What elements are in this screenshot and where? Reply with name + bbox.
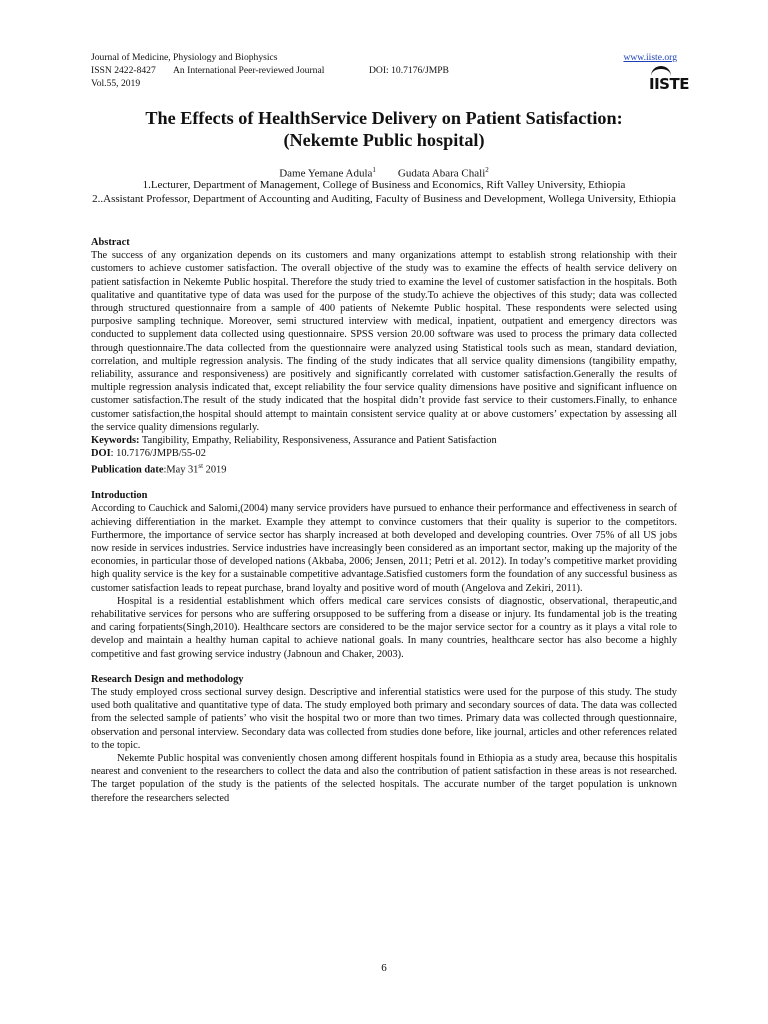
doi-label: DOI — [91, 448, 111, 460]
introduction-paragraph-1: According to Cauchick and Salomi,(2004) many service providers have pursued to enhance their performance and effectiveness in search of achieving differentiation in the market. Example they attempt to convince customers that their quality is superior to the competitors. Furthermore, the importance of service sector has sharply increased at both developed and developing countries. Over 75% of all US jobs now reside in services industries. Service industries have increasingly been considered as an important sector, making up the majority of the economies, in particular those of developed nations (Akbaba, 2006; Jensen, 2011; Petri et al. 2012). In today’s competitive market providing high quality service is the key for a sustainable competitive advantage.Satisfied customers form the foundation of any successful business as customer satisfaction leads to repeat purchase, brand loyalty and positive word of mouth (Angelova and Zekiri, 2011). — [91, 503, 677, 594]
peer-reviewed-label: An International Peer-reviewed Journal — [173, 65, 325, 76]
keywords-line — [91, 434, 677, 447]
research-design-heading: Research Design and methodology — [91, 673, 244, 685]
publication-date-label: Publication date — [91, 464, 164, 476]
keywords-label: Keywords: — [91, 435, 140, 447]
publication-date-suffix: st — [198, 462, 204, 471]
publication-date-line — [91, 460, 677, 477]
logo-text: IISTE — [649, 75, 689, 93]
introduction-paragraph-2: Hospital is a residential establishment which offers medical care services consists of diagnostic, observational, therapeutic,and rehabilitative services for persons who are suffering orsupposed to be suffering from a disease or injury. Its fundamental job is the treating and caring forpatients(Singh,2010). Healthcare sectors are considered to be the major service sector for a country as it plays a vital role to develop and maintain a healthy human capital to achieve national goals. In many countries, healthcare sector has also become a highly competitive and fast growing service industry (Jabnoun and Chaker, 2003). — [91, 595, 677, 660]
journal-doi: DOI: 10.7176/JMPB — [369, 65, 449, 76]
doi-text: : 10.7176/JMPB/55-02 — [110, 448, 206, 460]
issn: ISSN 2422-8427 — [91, 65, 156, 76]
title-line-1: The Effects of HealthService Delivery on Patient Satisfaction: — [145, 108, 623, 128]
abstract-heading: Abstract — [91, 237, 130, 248]
research-design-paragraph-2: Nekemte Public hospital was conveniently chosen among different hospitals found in Ethiopia as a study area, because this hospitalis nearest and convenient to the researchers to collect the data and also the contribution of patient satisfaction in these areas is not researched. The target population of the study is the patients of the selected hospitals. The accurate number of the target population is unknown therefore the researchers selected — [91, 752, 677, 804]
introduction-heading: Introduction — [91, 490, 148, 502]
journal-meta — [91, 64, 677, 77]
doi-line — [91, 447, 677, 460]
author-2: Gudata Abara Chali — [397, 167, 486, 180]
paper-body — [91, 236, 677, 805]
affiliations — [91, 178, 677, 206]
volume: Vol.55, 2019 — [91, 78, 141, 89]
publication-date-text: :May 31 — [163, 464, 199, 476]
publication-date-year: 2019 — [203, 464, 227, 476]
paper-title — [91, 107, 677, 151]
journal-header — [91, 51, 689, 93]
research-design-paragraph-1: The study employed cross sectional survey design. Descriptive and inferential statistics were used for the purpose of this study. The study used both qualitative and quantitative type of data. The study employed both primary and secondary sources of data. The data was collected from the selected sample of patients’ who visit the hospital two or more than two times. Primary data was collected through questionnaire, observation and personal interview. Secondary data was collected from studies done before, like journal, articles and other references related to the topic. — [91, 686, 677, 751]
author-2-affil-marker: 2 — [485, 166, 489, 174]
journal-url-link[interactable]: www.iiste.org — [623, 52, 677, 63]
journal-name: Journal of Medicine, Physiology and Biophysics — [91, 52, 278, 63]
affiliation-2: 2..Assistant Professor, Department of Accounting and Auditing, Faculty of Business and Development, Wollega University, Ethiopia — [92, 193, 676, 206]
keywords-text: Tangibility, Empathy, Reliability, Responsiveness, Assurance and Patient Satisfaction — [139, 435, 497, 447]
author-1-affil-marker: 1 — [372, 166, 376, 174]
page-number: 6 — [381, 962, 387, 974]
iiste-logo — [649, 66, 689, 94]
author-1: Dame Yemane Adula — [279, 167, 373, 180]
title-line-2: (Nekemte Public hospital) — [283, 130, 485, 150]
affiliation-1: 1.Lecturer, Department of Management, College of Business and Economics, Rift Valley University, Ethiopia — [142, 179, 626, 191]
abstract-text: The success of any organization depends on its customers and many organizations attempt to establish strong relationship with their customers to achieve customer satisfaction. The overall objective of the study was to examine the effects of health service delivery on patient satisfaction in Nekemte Public hospital. Therefore the study tried to examine the level of customer satisfaction in the hospitals. Both qualitative and quantitative type of data was used for the purpose of the study.To achieve the objectives of this study; data was collected through structured questionnaire from a sample of 400 patients of Nekemte Public hospital. These respondents were selected using purposive sampling technique. Moreover, semi structured interview with medical, inpatient, outpatient and emergency directors was conducted to supplement data collected using questionnaire. SPSS version 20.00 software was used to process the primary data collected through questionnaire.The data collected from the questionnaire were analyzed using Statistical tools such as mean, standard deviation, correlation, and multiple regression analysis. The finding of the study indicates that all service quality dimensions (tangibility empathy, reliability, assurance and responsiveness) are positively and significantly correlated with customer satisfaction.Generally the results of multiple regression analysis indicated that, except reliability the four service quality dimensions have positive and significant influence on customer satisfaction.The result of the study indicated that the hospital didn’t provide fast service to their customers.Finally, to enhance customer satisfaction,the hospital should attempt to maintain consistent service quality at or above customers’ expectation by assessing all the service quality dimensions regularly. — [91, 250, 677, 433]
